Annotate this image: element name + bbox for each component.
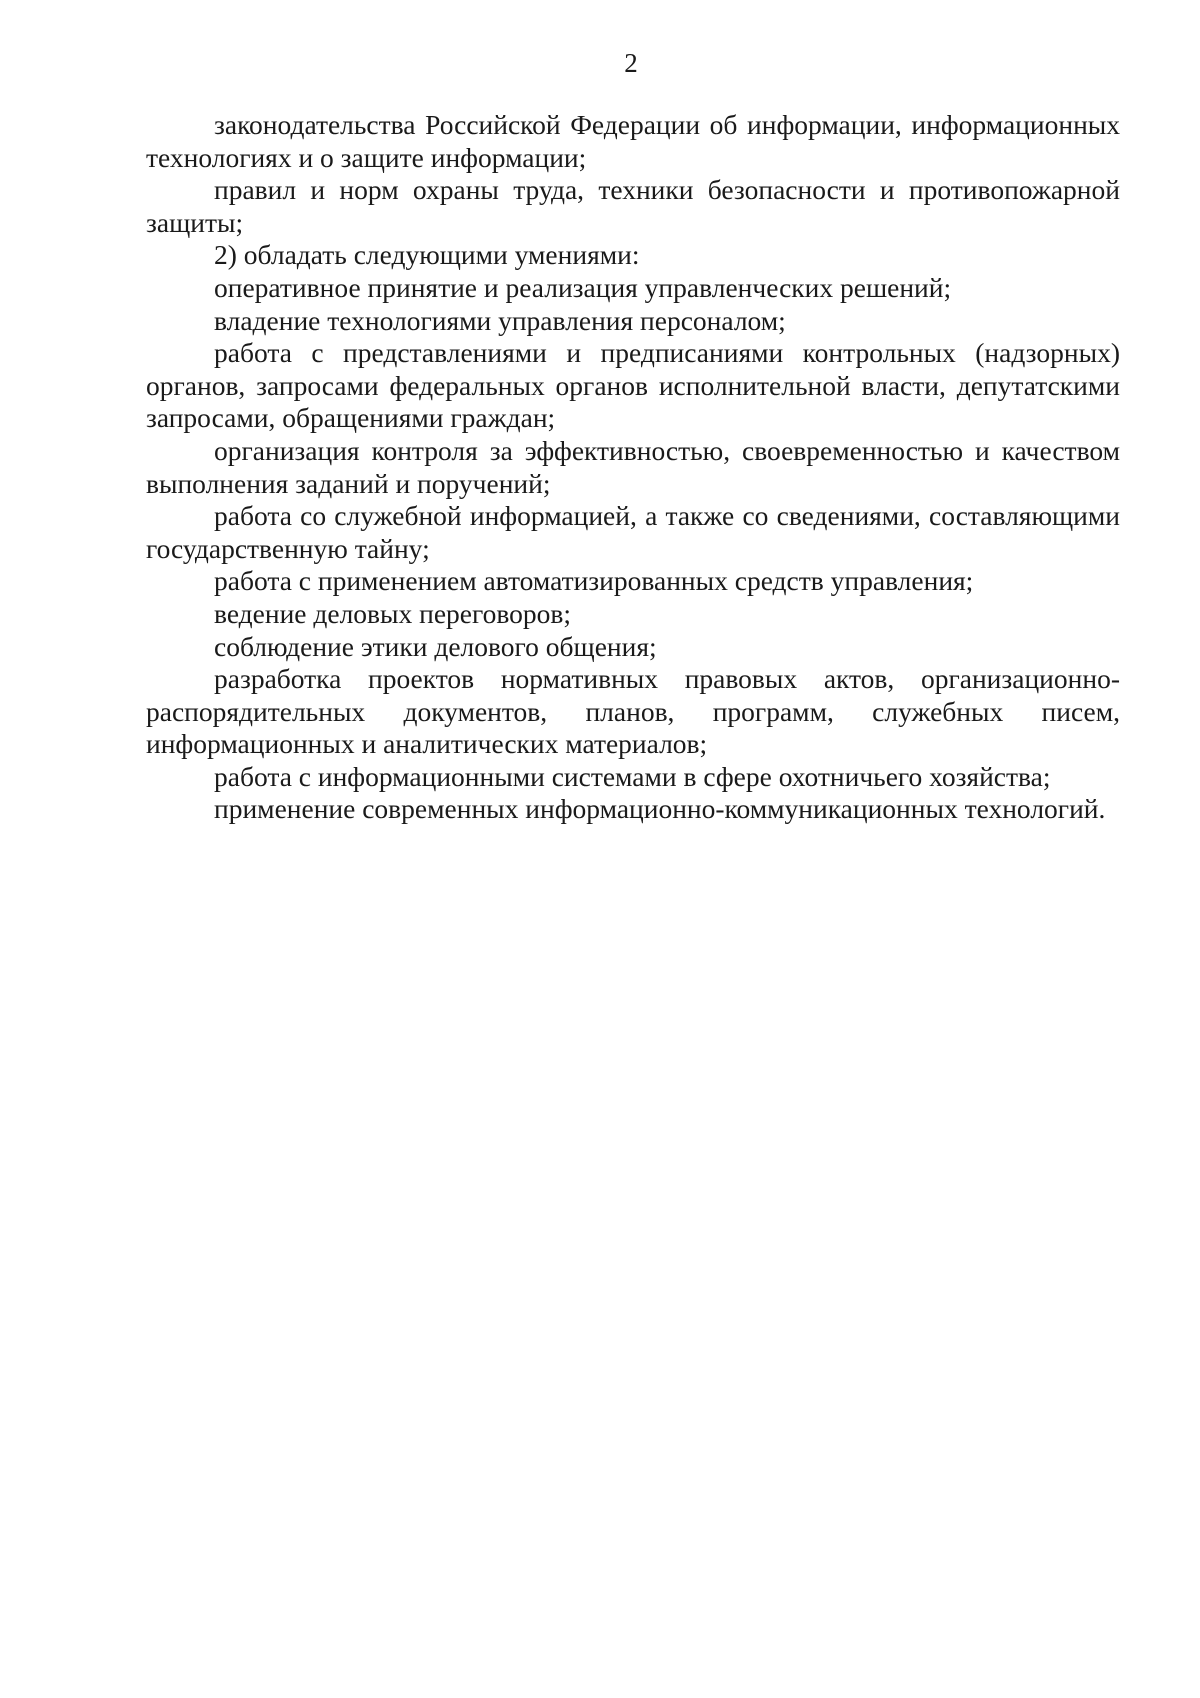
paragraph-text: ведение деловых переговоров;	[214, 597, 572, 629]
paragraph-text: организация контроля за эффективностью, своевременностью и качеством	[214, 434, 1120, 466]
paragraph-negotiations	[146, 598, 1120, 631]
paragraph-classified-info	[146, 500, 1120, 565]
paragraph-ethics	[146, 631, 1120, 664]
paragraph-text: владение технологиями управления персоналом;	[214, 304, 786, 336]
paragraph-text: работа с представлениями и предписаниями контрольных (надзорных)	[214, 337, 1120, 369]
paragraph-hunting-systems	[146, 761, 1120, 794]
paragraph-text: защиты;	[146, 206, 244, 238]
paragraph-text: применение современных информационно-коммуникационных	[214, 793, 958, 825]
paragraph-personnel	[146, 305, 1120, 338]
paragraph-text: оперативное принятие и реализация управленческих решений;	[214, 271, 952, 303]
paragraph-text: разработка проектов нормативных правовых актов, организационно-	[214, 663, 1120, 695]
paragraph-skills-heading	[146, 239, 1120, 272]
paragraph-text: органов, запросами федеральных органов исполнительной власти,	[146, 369, 946, 401]
paragraph-text: законодательства Российской Федерации об информации,	[214, 109, 902, 140]
paragraph-text: 2) обладать следующими умениями:	[214, 239, 640, 271]
paragraph-text: работа с информационными системами в сфере охотничьего хозяйства;	[214, 760, 1051, 792]
paragraph-labor-safety	[146, 174, 1120, 239]
paragraph-text: составляющими государственную тайну;	[146, 500, 1121, 564]
paragraph-text: работа со служебной информацией, а также со сведениями,	[214, 500, 921, 532]
page-number: 2	[624, 48, 638, 78]
paragraph-text: депутатскими запросами, обращениями граждан;	[146, 369, 1121, 434]
paragraph-text: технологий.	[964, 793, 1106, 825]
paragraph-decisions	[146, 272, 1120, 305]
paragraph-text: распорядительных документов, планов, программ, служебных писем,	[146, 695, 1120, 727]
paragraph-text: информационных и аналитических материалов;	[146, 728, 708, 760]
paragraph-text: правил и норм охраны труда, техники безопасности и противопожарной	[214, 174, 1120, 206]
paragraph-ict	[146, 793, 1120, 826]
paragraph-text: выполнения заданий и поручений;	[146, 467, 551, 499]
document-body	[146, 109, 1120, 826]
paragraph-text: работа с применением автоматизированных средств управления;	[214, 565, 974, 597]
paragraph-automation	[146, 565, 1120, 598]
paragraph-text: соблюдение этики делового общения;	[214, 630, 657, 662]
paragraph-drafting	[146, 663, 1120, 761]
paragraph-legislation-info	[146, 109, 1120, 174]
paragraph-control	[146, 435, 1120, 500]
paragraph-supervisory-requests	[146, 337, 1120, 435]
paragraph-text: информационных технологиях и о защите информации;	[146, 109, 1121, 173]
